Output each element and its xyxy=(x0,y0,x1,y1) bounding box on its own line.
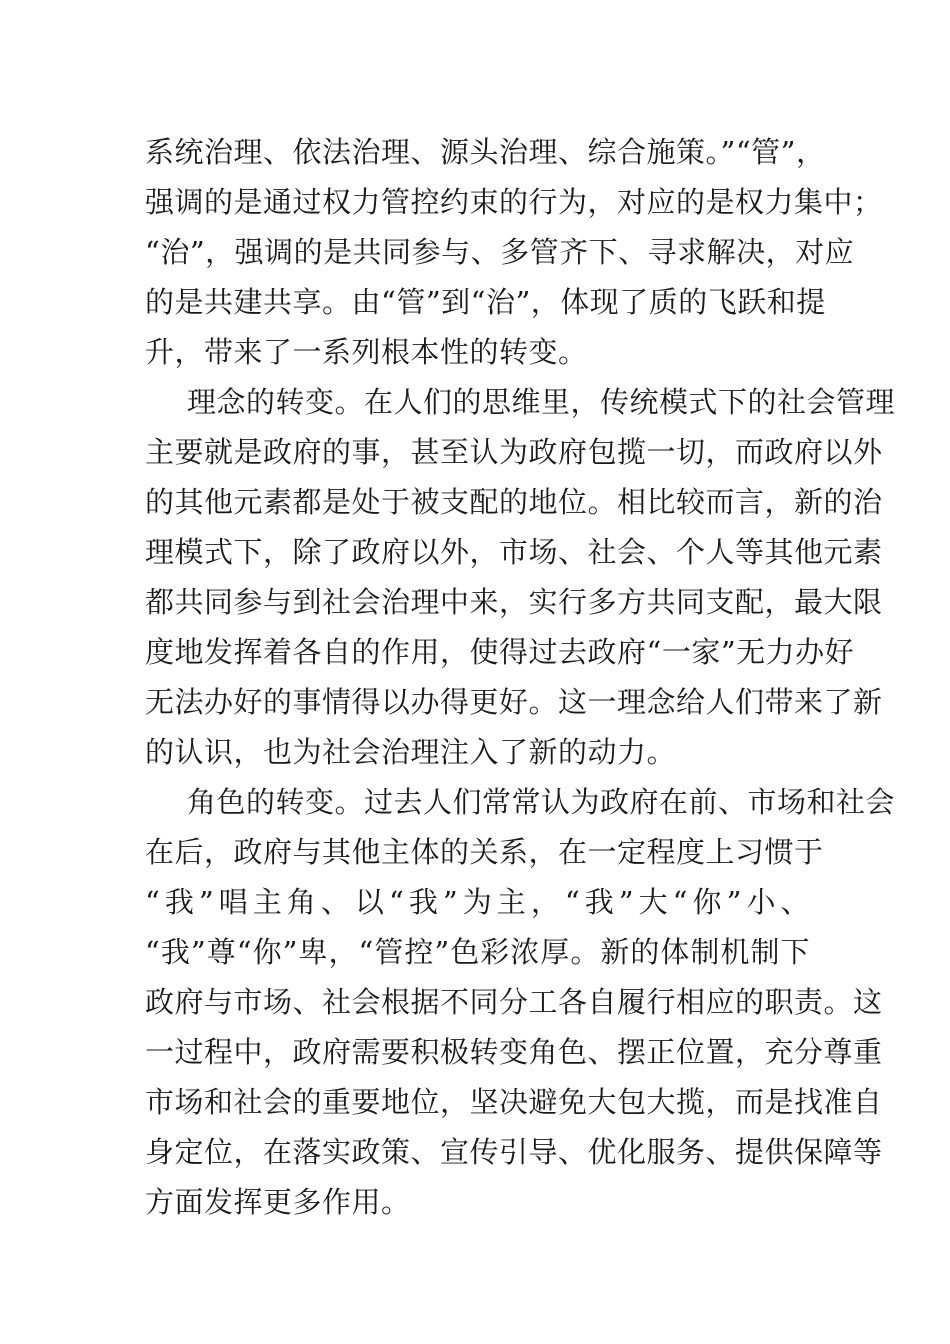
text-line: “我”尊“你”卑，“管控”色彩浓厚。新的体制机制下 xyxy=(145,935,810,969)
text-line: 理模式下，除了政府以外，市场、社会、个人等其他元素 xyxy=(145,535,883,569)
text-line: 方面发挥更多作用。 xyxy=(145,1185,411,1219)
paragraph-start-line: 理念的转变。在人们的思维里，传统模式下的社会管理 xyxy=(187,385,896,419)
text-line: “治”，强调的是共同参与、多管齐下、寻求解决，对应 xyxy=(145,235,855,269)
text-line: 的是共建共享。由“管”到“治”，体现了质的飞跃和提 xyxy=(145,285,826,319)
body-text xyxy=(145,127,896,1227)
text-line: 无法办好的事情得以办得更好。这一理念给人们带来了新 xyxy=(145,685,883,719)
paragraph-start-line: 角色的转变。过去人们常常认为政府在前、市场和社会 xyxy=(187,785,896,819)
text-line: 度地发挥着各自的作用，使得过去政府“一家”无力办好 xyxy=(145,635,855,669)
text-line: 的认识，也为社会治理注入了新的动力。 xyxy=(145,735,677,769)
text-line: 主要就是政府的事，甚至认为政府包揽一切，而政府以外 xyxy=(145,435,883,469)
text-line: “我”唱主角、以“我”为主，“我”大“你”小、 xyxy=(145,885,810,919)
text-line: 都共同参与到社会治理中来，实行多方共同支配，最大限 xyxy=(145,585,883,619)
text-line: 政府与市场、社会根据不同分工各自履行相应的职责。这 xyxy=(145,985,883,1019)
text-line: 系统治理、依法治理、源头治理、综合施策。”“管”， xyxy=(145,135,826,169)
text-line: 在后，政府与其他主体的关系，在一定程度上习惯于 xyxy=(145,835,824,869)
text-line: 身定位，在落实政策、宣传引导、优化服务、提供保障等 xyxy=(145,1135,883,1169)
text-line: 的其他元素都是处于被支配的地位。相比较而言，新的治 xyxy=(145,485,883,519)
text-line: 升，带来了一系列根本性的转变。 xyxy=(145,335,588,369)
text-line: 一过程中，政府需要积极转变角色、摆正位置，充分尊重 xyxy=(145,1035,883,1069)
text-line: 强调的是通过权力管控约束的行为，对应的是权力集中； xyxy=(145,185,883,219)
text-line: 市场和社会的重要地位，坚决避免大包大揽，而是找准自 xyxy=(145,1085,883,1119)
